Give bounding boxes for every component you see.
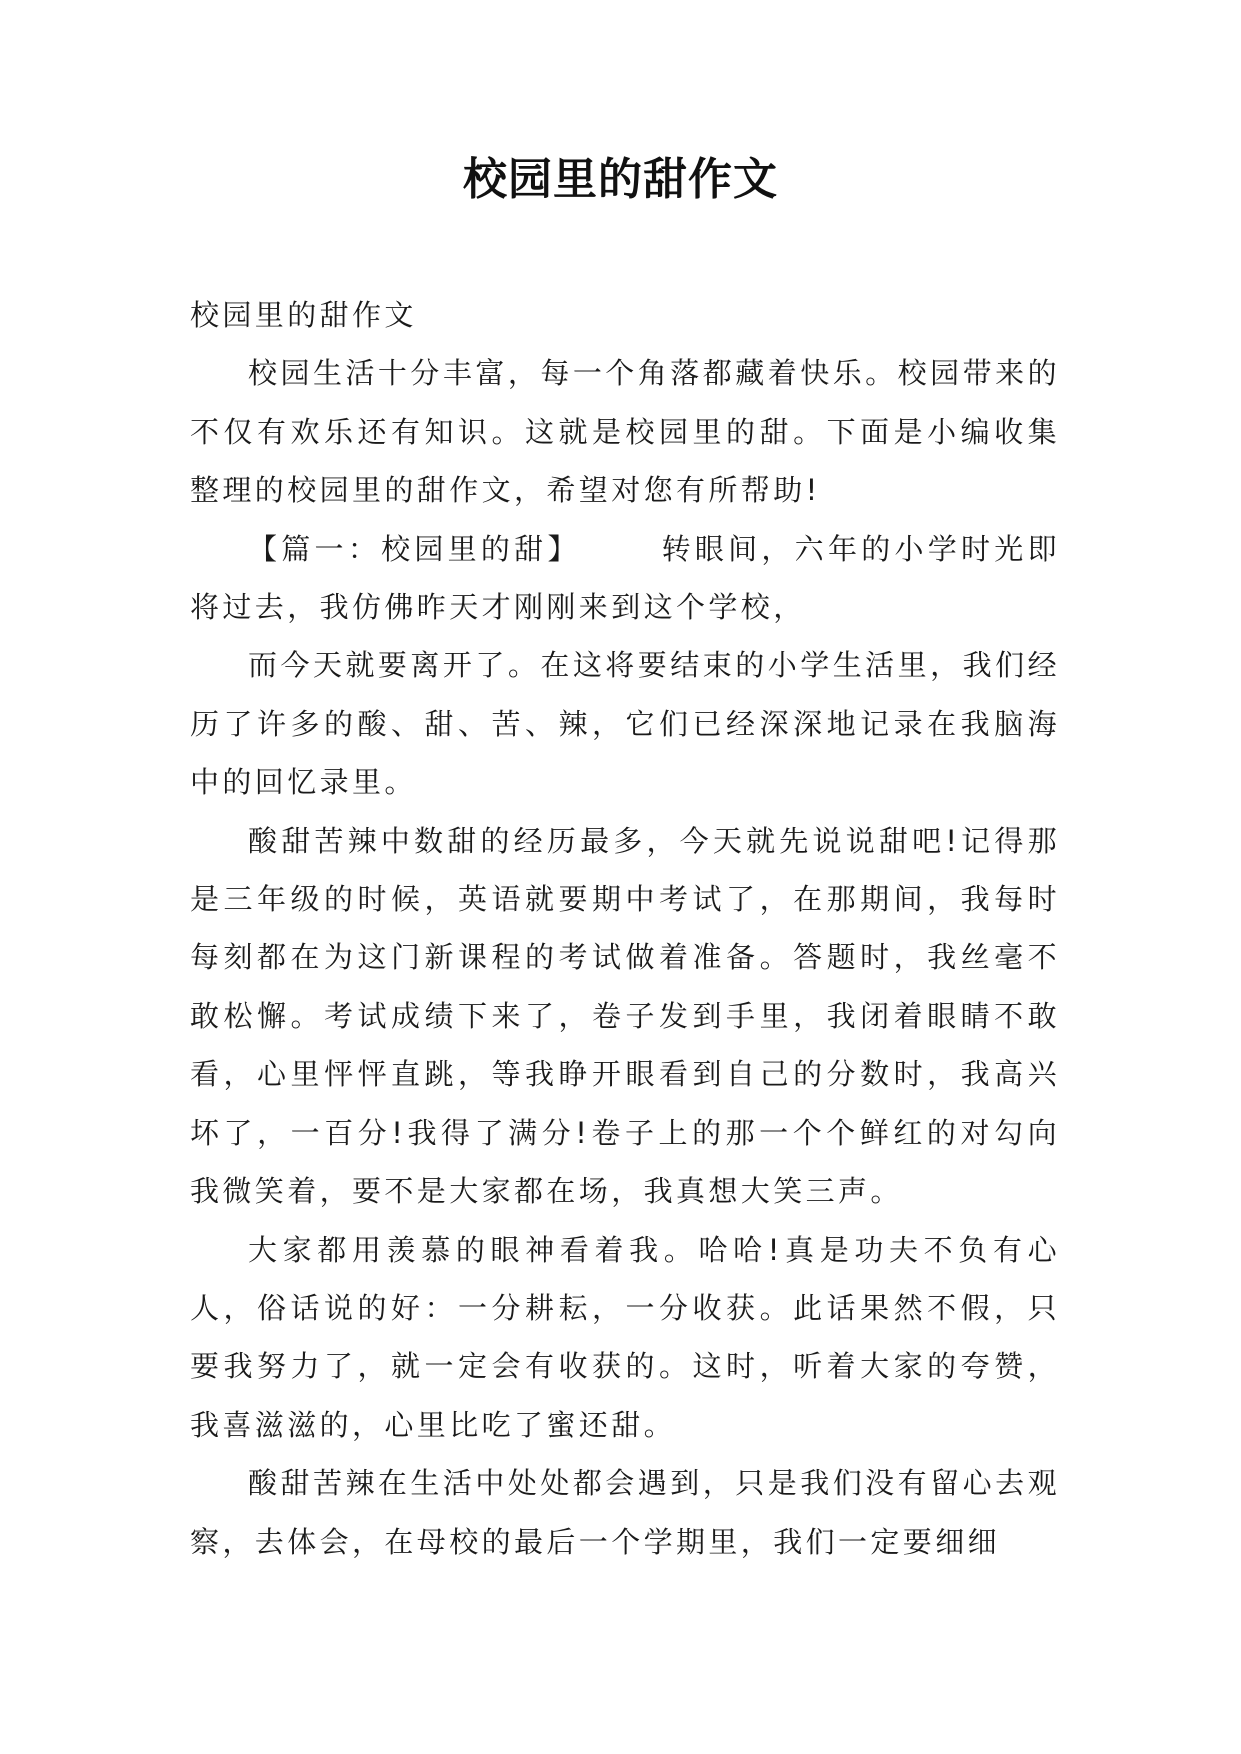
section-text: 转眼间，六年的小学时光即将过去，我仿佛昨天才刚刚来到这个学校， xyxy=(190,531,1060,625)
document-body xyxy=(190,286,1060,1571)
paragraph-leaving: 而今天就要离开了。在这将要结束的小学生活里，我们经历了许多的酸、甜、苦、辣，它们已经深深地记录在我脑海中的回忆录里。 xyxy=(190,648,1060,800)
section-heading: 【篇一：校园里的甜】 xyxy=(248,531,581,566)
paragraph-section-one xyxy=(190,520,1060,637)
paragraph-admiration: 大家都用羡慕的眼神看着我。哈哈!真是功夫不负有心人，俗话说的好：一分耕耘，一分收获。此话果然不假，只要我努力了，就一定会有收获的。这时，听着大家的夸赞，我喜滋滋的，心里比吃了蜜还甜。 xyxy=(190,1232,1060,1442)
page-title: 校园里的甜作文 xyxy=(463,154,778,205)
paragraph-intro: 校园生活十分丰富，每一个角落都藏着快乐。校园带来的不仅有欢乐还有知识。这就是校园里的甜。下面是小编收集整理的校园里的甜作文，希望对您有所帮助! xyxy=(190,356,1060,508)
paragraph-sweet-memory: 酸甜苦辣中数甜的经历最多，今天就先说说甜吧!记得那是三年级的时候，英语就要期中考试了，在那期间，我每时每刻都在为这门新课程的考试做着准备。答题时，我丝毫不敢松懈。考试成绩下来了，卷子发到手里，我闭着眼睛不敢看，心里怦怦直跳，等我睁开眼看到自己的分数时，我高兴坏了，一百分!我得了满分!卷子上的那一个个鲜红的对勾向我微笑着，要不是大家都在场，我真想大笑三声。 xyxy=(190,823,1060,1209)
paragraph-closing: 酸甜苦辣在生活中处处都会遇到，只是我们没有留心去观察，去体会，在母校的最后一个学期里，我们一定要细细 xyxy=(190,1466,1060,1559)
document-subtitle: 校园里的甜作文 xyxy=(190,298,417,332)
